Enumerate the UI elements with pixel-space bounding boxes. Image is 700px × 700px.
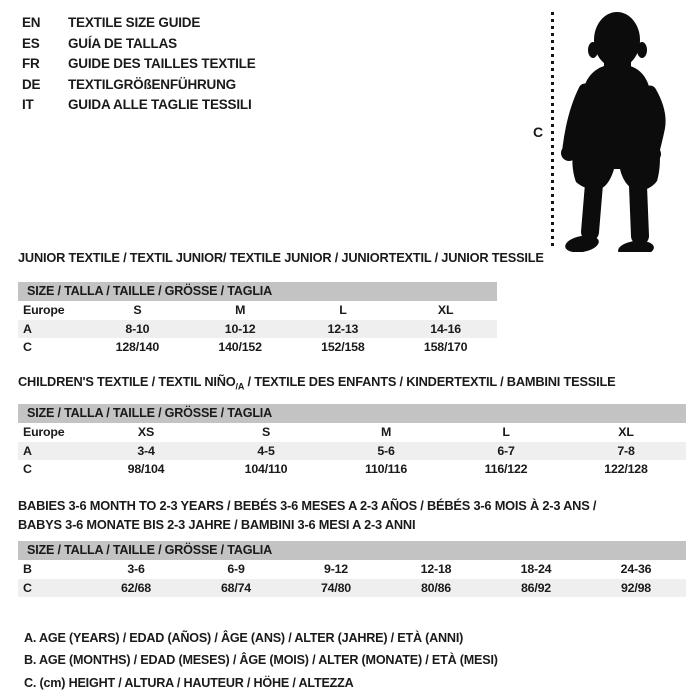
table-cell: 128/140 (115, 340, 160, 354)
row-label: Europe (23, 425, 65, 439)
table-cell: 3-6 (127, 562, 145, 576)
table-cell: 18-24 (520, 562, 552, 576)
language-code: EN (22, 15, 41, 30)
table-cell: 12-13 (327, 321, 359, 336)
children-title-prefix: CHILDREN'S TEXTILE / TEXTIL NIÑO (18, 374, 236, 389)
table-row (18, 442, 686, 461)
table-cell: L (502, 425, 510, 439)
table-row (18, 579, 686, 598)
table-cell: S (261, 425, 271, 439)
language-code: FR (22, 56, 40, 72)
row-label: C (23, 462, 32, 476)
toddler-silhouette-icon (552, 6, 700, 252)
table-cell: M (380, 425, 392, 439)
row-label: A (23, 321, 32, 336)
table-row (18, 423, 686, 442)
language-row (22, 95, 256, 116)
language-title: GUÍA DE TALLAS (68, 35, 177, 51)
table-row (18, 460, 686, 479)
language-code: IT (22, 97, 34, 113)
language-row (22, 34, 256, 55)
table-cell: 116/122 (484, 462, 528, 476)
table-cell: 3-4 (137, 443, 155, 458)
table-cell: 92/98 (620, 580, 651, 595)
language-row (22, 54, 256, 75)
table-cell: S (133, 303, 142, 317)
language-title: TEXTILE SIZE GUIDE (68, 15, 201, 30)
table-cell: M (235, 303, 246, 317)
footnote-b: B. AGE (MONTHS) / EDAD (MESES) / ÂGE (MOIS) / ALTER (MONATE) / ETÀ (MESI) (24, 653, 498, 668)
row-label: C (23, 580, 32, 595)
language-code: DE (22, 76, 41, 92)
babies-section-title (18, 496, 596, 534)
table-cell: 122/128 (604, 462, 648, 476)
language-row (22, 13, 256, 34)
babies-title-line1: BABIES 3-6 MONTH TO 2-3 YEARS / BEBÉS 3-6 MESES A 2-3 AÑOS / BÉBÉS 3-6 MOIS À 2-3 ANS / (18, 498, 597, 513)
children-section-title (18, 374, 615, 392)
junior-section-title: JUNIOR TEXTILE / TEXTIL JUNIOR/ TEXTILE JUNIOR / JUNIORTEXTIL / JUNIOR TESSILE (18, 250, 544, 265)
table-cell: XL (437, 303, 454, 317)
table-cell: 8-10 (125, 321, 150, 336)
row-label: B (23, 562, 32, 576)
language-title: GUIDA ALLE TAGLIE TESSILI (68, 97, 252, 113)
children-title-suffix: / TEXTILE DES ENFANTS / KINDERTEXTIL / BAMBINI TESSILE (244, 374, 616, 389)
table-cell: 7-8 (617, 443, 635, 458)
size-header-band: SIZE / TALLA / TAILLE / GRÖSSE / TAGLIA (18, 541, 686, 560)
table-cell: 74/80 (320, 580, 351, 595)
children-title-subscript: /A (235, 381, 245, 392)
table-cell: XL (618, 425, 634, 439)
table-cell: L (339, 303, 347, 317)
size-header-band: SIZE / TALLA / TAILLE / GRÖSSE / TAGLIA (18, 404, 686, 423)
babies-size-table (18, 541, 686, 597)
table-cell: 24-36 (620, 562, 652, 576)
junior-size-table (18, 282, 497, 357)
table-cell: 86/92 (520, 580, 551, 595)
table-row (18, 320, 497, 339)
babies-title-line2: BABYS 3-6 MONATE BIS 2-3 JAHRE / BAMBINI 3-6 MESI A 2-3 ANNI (18, 517, 416, 532)
language-row (22, 75, 256, 96)
table-row (18, 560, 686, 579)
table-cell: 98/104 (127, 462, 165, 476)
table-cell: 62/68 (120, 580, 151, 595)
children-size-table (18, 404, 686, 479)
table-cell: 9-12 (324, 562, 348, 576)
table-cell: 6-7 (497, 443, 515, 458)
table-cell: 10-12 (224, 321, 256, 336)
language-title-list (22, 13, 256, 116)
language-code: ES (22, 35, 40, 51)
table-cell: 140/152 (218, 340, 262, 354)
row-label: C (23, 340, 32, 354)
table-cell: 152/158 (321, 340, 365, 354)
row-label: Europe (23, 303, 65, 317)
measure-c-label: C (533, 124, 544, 140)
table-cell: 158/170 (423, 340, 468, 354)
language-title: TEXTILGRÖßENFÜHRUNG (68, 76, 236, 92)
table-cell: 12-18 (420, 562, 452, 576)
footnote-a: A. AGE (YEARS) / EDAD (AÑOS) / ÂGE (ANS) / ALTER (JAHRE) / ETÀ (ANNI) (24, 631, 464, 645)
footnote-legend (24, 627, 498, 694)
table-cell: 5-6 (377, 443, 395, 458)
table-row (18, 301, 497, 320)
table-cell: 14-16 (430, 321, 461, 336)
language-title: GUIDE DES TAILLES TEXTILE (68, 56, 256, 72)
table-cell: 104/110 (244, 462, 288, 476)
table-row (18, 338, 497, 357)
row-label: A (23, 443, 32, 458)
table-cell: XS (137, 425, 155, 439)
size-header-band: SIZE / TALLA / TAILLE / GRÖSSE / TAGLIA (18, 282, 497, 301)
table-cell: 68/74 (220, 580, 251, 595)
table-cell: 4-5 (257, 443, 275, 458)
table-cell: 110/116 (364, 462, 408, 476)
table-cell: 80/86 (420, 580, 451, 595)
table-cell: 6-9 (227, 562, 245, 576)
footnote-c: C. (cm) HEIGHT / ALTURA / HAUTEUR / HÖHE / ALTEZZA (24, 675, 354, 690)
